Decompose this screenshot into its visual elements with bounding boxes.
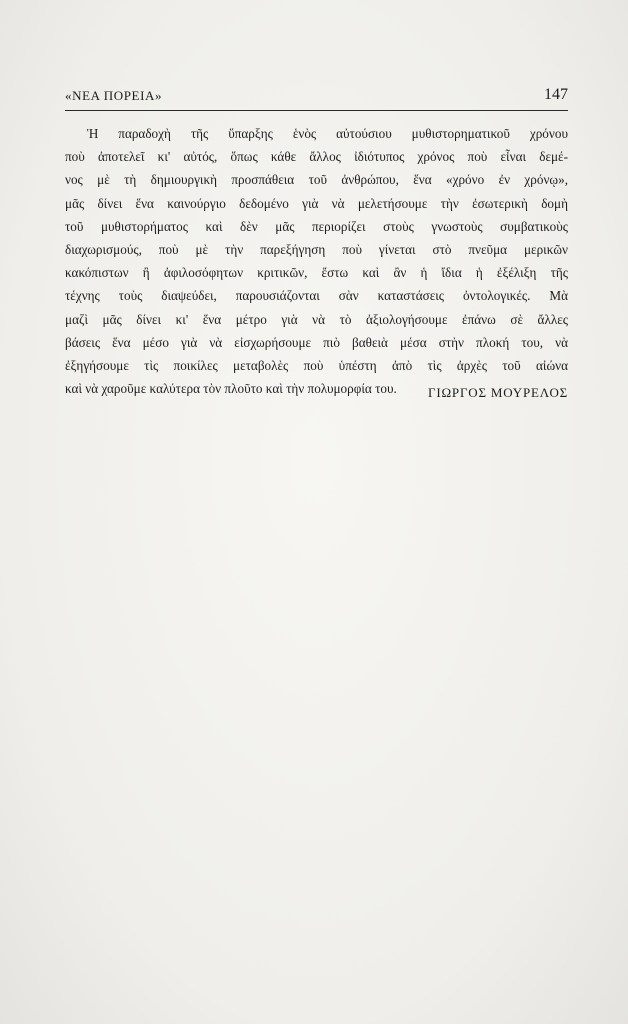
page-header — [65, 88, 568, 111]
text-line: διαχωρισμούς, ποὺ μὲ τὴν παρεξήγηση ποὺ γίνεται στὸ πνεῦμα μερικῶν — [65, 241, 568, 257]
author-signature: ΓΙΩΡΓΟΣ ΜΟΥΡΕΛΟΣ — [428, 385, 568, 400]
text-line: κακόπιστων ἢ ἀφιλοσόφητων κριτικῶν, ἔστω καὶ ἂν ἡ ἴδια ἡ ἐξέλιξη τῆς — [65, 265, 568, 281]
text-line: νος μὲ τὴ δημιουργικὴ προσπάθεια τοῦ ἀνθρώπου, ἕνα «χρόνο ἐν χρόνῳ», — [65, 172, 568, 188]
text-line: ποὺ ἀποτελεῖ κι' αὐτός, ὅπως κάθε ἄλλος ἰδιότυπος χρόνος ποὺ εἶναι δεμέ- — [65, 149, 568, 165]
text-line: Ἡ παραδοχὴ τῆς ὕπαρξης ἑνὸς αὐτούσιου μυθιστορηματικοῦ χρόνου — [87, 126, 568, 141]
text-line: βάσεις ἕνα μέσο γιὰ νὰ εἰσχωρήσουμε πιὸ βαθειὰ μέσα στὴν πλοκή του, νὰ — [65, 334, 568, 350]
text-line: μᾶς δίνει ἕνα καινούργιο δεδομένο γιὰ νὰ μελετήσουμε τὴν ἐσωτερικὴ δομὴ — [65, 195, 568, 211]
text-line: μαζὶ μᾶς δίνει κι' ἕνα μέτρο γιὰ νὰ τὸ ἀξιολογήσουμε ἐπάνω σὲ ἄλλες — [65, 311, 568, 327]
text-line: καὶ νὰ χαροῦμε καλύτερα τὸν πλοῦτο καὶ τὴν πολυμορφία του. — [65, 381, 397, 397]
running-title: «ΝΕΑ ΠΟΡΕΙΑ» — [65, 88, 163, 103]
text-line: τοῦ μυθιστορήματος καὶ δὲν μᾶς περιορίζει στοὺς γνωστοὺς συμβατικοὺς — [65, 218, 568, 234]
text-line: τέχνης τοὺς διαψεύδει, παρουσιάζονται σὰν καταστάσεις ὀντολογικές. Μὰ — [65, 288, 568, 304]
page-number: 147 — [544, 86, 568, 103]
body-paragraph — [65, 122, 568, 400]
text-line: ἐξηγήσουμε τὶς ποικίλες μεταβολὲς ποὺ ὑπέστη ἀπὸ τὶς ἀρχὲς τοῦ αἰώνα — [65, 357, 568, 373]
